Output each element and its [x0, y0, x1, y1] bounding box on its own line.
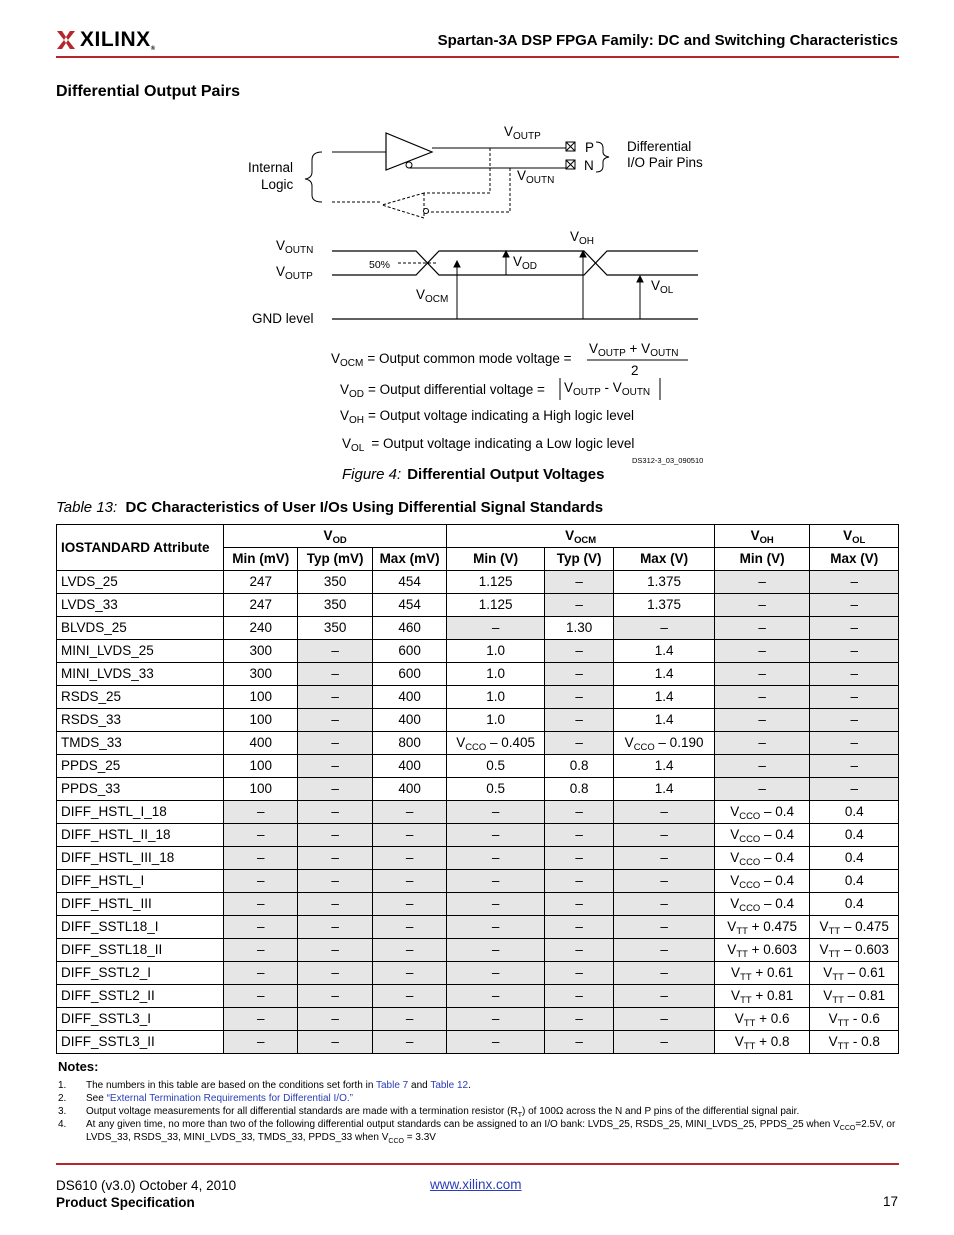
- value-cell: –: [372, 801, 446, 824]
- equation-vocm-numerator: $V_{OUTP} + V_{OUTN}$: [589, 341, 679, 359]
- value-cell: –: [298, 640, 372, 663]
- value-cell: –: [544, 732, 613, 755]
- label-voutp-top: $V_{OUTP}$: [504, 124, 541, 142]
- table-title: Table 13: DC Characteristics of User I/Os Using Differential Signal Standards: [56, 499, 604, 516]
- value-cell: 247: [223, 594, 297, 617]
- value-cell: 454: [372, 594, 446, 617]
- table-row: [57, 617, 899, 640]
- table-row: [57, 640, 899, 663]
- footer-rule: [56, 1163, 899, 1165]
- value-cell: –: [298, 663, 372, 686]
- value-cell: $V_{TT} + 0.61$: [714, 962, 810, 985]
- value-cell: –: [544, 893, 613, 916]
- iostandard-cell: RSDS_33: [57, 709, 224, 732]
- value-cell: –: [447, 824, 545, 847]
- xilinx-logo-icon: [56, 30, 76, 50]
- value-cell: 1.375: [614, 571, 715, 594]
- iostandard-cell: MINI_LVDS_33: [57, 663, 224, 686]
- value-cell: 0.8: [544, 755, 613, 778]
- table-row: [57, 916, 899, 939]
- header-rule: [56, 56, 899, 58]
- value-cell: 1.125: [447, 594, 545, 617]
- differential-output-figure: [0, 110, 954, 490]
- value-cell: –: [614, 801, 715, 824]
- right-brace: [596, 142, 609, 172]
- value-cell: –: [810, 663, 899, 686]
- value-cell: –: [447, 985, 545, 1008]
- value-cell: –: [298, 939, 372, 962]
- value-cell: 0.4: [810, 893, 899, 916]
- value-cell: 1.0: [447, 686, 545, 709]
- value-cell: –: [223, 824, 297, 847]
- value-cell: –: [372, 1031, 446, 1054]
- value-cell: –: [714, 640, 810, 663]
- table-row: [57, 801, 899, 824]
- value-cell: –: [223, 939, 297, 962]
- label-differential: Differential: [627, 139, 692, 154]
- label-p: P: [585, 140, 595, 155]
- iostandard-cell: LVDS_33: [57, 594, 224, 617]
- value-cell: –: [372, 962, 446, 985]
- equation-vol: $V_{OL}$ = Output voltage indicating a Low logic level: [342, 436, 635, 454]
- table-row: [57, 755, 899, 778]
- value-cell: –: [544, 939, 613, 962]
- value-cell: –: [298, 755, 372, 778]
- table-row: [57, 962, 899, 985]
- value-cell: $V_{TT} + 0.603$: [714, 939, 810, 962]
- value-cell: $V_{CCO} - 0.4$: [714, 847, 810, 870]
- value-cell: –: [298, 709, 372, 732]
- value-cell: $V_{TT} - 0.603$: [810, 939, 899, 962]
- wave-label-voutp: $V_{OUTP}$: [276, 264, 313, 282]
- value-cell: –: [372, 939, 446, 962]
- value-cell: 100: [223, 686, 297, 709]
- value-cell: –: [544, 594, 613, 617]
- page-number: 17: [882, 1194, 898, 1209]
- table-row: [57, 686, 899, 709]
- table-row: [57, 732, 899, 755]
- table-row: [57, 571, 899, 594]
- value-cell: –: [298, 801, 372, 824]
- value-cell: 1.4: [614, 640, 715, 663]
- value-cell: –: [447, 617, 545, 640]
- value-cell: –: [544, 801, 613, 824]
- footer-doc-info: [56, 1177, 236, 1211]
- notes-list: [58, 1079, 900, 1144]
- value-cell: –: [614, 847, 715, 870]
- value-cell: 1.125: [447, 571, 545, 594]
- value-cell: $V_{TT} - 0.6$: [810, 1008, 899, 1031]
- value-cell: –: [544, 1031, 613, 1054]
- value-cell: –: [614, 962, 715, 985]
- value-cell: 0.4: [810, 847, 899, 870]
- value-cell: 1.0: [447, 663, 545, 686]
- value-cell: 400: [372, 709, 446, 732]
- value-cell: 1.4: [614, 778, 715, 801]
- note-4: 4. At any given time, no more than two of the following differential output standards can be assigned to an I/O bank: LVDS_25, RSDS_25, MINI_LVDS_25, PPDS_25 when $V_{CCO}=2.5V$, or LVDS_33, RSDS_33, MINI_LVDS_33, TMDS_33, PPDS_33 when $V_{CCO} = 3.3V$: [58, 1119, 896, 1145]
- value-cell: 350: [298, 571, 372, 594]
- link-table-12[interactable]: Table 12: [430, 1080, 469, 1091]
- value-cell: –: [810, 732, 899, 755]
- col-subheader: Min (mV): [223, 548, 297, 571]
- value-cell: –: [544, 1008, 613, 1031]
- value-cell: –: [544, 686, 613, 709]
- link-table-7[interactable]: Table 7: [376, 1080, 409, 1091]
- value-cell: $V_{TT} - 0.81$: [810, 985, 899, 1008]
- value-cell: –: [614, 939, 715, 962]
- value-cell: –: [447, 1008, 545, 1031]
- table-row: [57, 709, 899, 732]
- value-cell: 1.4: [614, 709, 715, 732]
- value-cell: 0.4: [810, 824, 899, 847]
- iostandard-cell: DIFF_SSTL3_I: [57, 1008, 224, 1031]
- label-voh: $V_{OH}$: [570, 229, 595, 247]
- value-cell: –: [372, 985, 446, 1008]
- iostandard-cell: DIFF_SSTL18_I: [57, 916, 224, 939]
- value-cell: 454: [372, 571, 446, 594]
- value-cell: –: [714, 571, 810, 594]
- value-cell: –: [223, 916, 297, 939]
- value-cell: –: [544, 916, 613, 939]
- value-cell: 300: [223, 663, 297, 686]
- value-cell: –: [223, 962, 297, 985]
- value-cell: –: [614, 870, 715, 893]
- value-cell: 100: [223, 755, 297, 778]
- value-cell: $V_{TT} + 0.81$: [714, 985, 810, 1008]
- value-cell: –: [714, 778, 810, 801]
- value-cell: 0.5: [447, 755, 545, 778]
- value-cell: $V_{TT} - 0.8$: [810, 1031, 899, 1054]
- logo-text: XILINX®: [80, 28, 156, 52]
- col-subheader: Max (V): [810, 548, 899, 571]
- value-cell: –: [614, 824, 715, 847]
- value-cell: –: [544, 571, 613, 594]
- value-cell: –: [614, 617, 715, 640]
- value-cell: 460: [372, 617, 446, 640]
- label-io-pair-pins: I/O Pair Pins: [627, 155, 703, 170]
- iostandard-cell: PPDS_33: [57, 778, 224, 801]
- col-subheader: Min (V): [714, 548, 810, 571]
- value-cell: 240: [223, 617, 297, 640]
- value-cell: $V_{TT} + 0.6$: [714, 1008, 810, 1031]
- value-cell: 1.375: [614, 594, 715, 617]
- equation-vod: $V_{OD}$ = Output differential voltage =: [340, 382, 545, 400]
- value-cell: 1.4: [614, 755, 715, 778]
- value-cell: –: [447, 1031, 545, 1054]
- value-cell: 0.8: [544, 778, 613, 801]
- value-cell: –: [714, 617, 810, 640]
- value-cell: 400: [372, 755, 446, 778]
- value-cell: –: [614, 916, 715, 939]
- value-cell: 1.0: [447, 640, 545, 663]
- equation-vocm-denominator: 2: [631, 363, 639, 378]
- dc-characteristics-table: [56, 524, 899, 1054]
- value-cell: –: [447, 870, 545, 893]
- value-cell: –: [714, 709, 810, 732]
- value-cell: 1.0: [447, 709, 545, 732]
- value-cell: 350: [298, 617, 372, 640]
- xilinx-logo: [56, 28, 156, 52]
- value-cell: –: [544, 663, 613, 686]
- label-internal: Internal: [248, 160, 294, 175]
- iostandard-cell: TMDS_33: [57, 732, 224, 755]
- value-cell: –: [714, 663, 810, 686]
- col-subheader: Min (V): [447, 548, 545, 571]
- table-row: [57, 939, 899, 962]
- equation-vod-abs: $V_{OUTP} - V_{OUTN}$: [564, 380, 651, 398]
- value-cell: –: [298, 732, 372, 755]
- label-vol: $V_{OL}$: [651, 278, 674, 296]
- value-cell: –: [372, 847, 446, 870]
- note-1: 1. The numbers in this table are based on the conditions set forth in Table 7 and Table 12.: [58, 1080, 471, 1091]
- footer-url-link[interactable]: www.xilinx.com: [430, 1177, 522, 1192]
- figure-id-code: DS312-3_03_090510: [632, 456, 704, 465]
- value-cell: –: [298, 962, 372, 985]
- value-cell: 1.30: [544, 617, 613, 640]
- value-cell: $V_{CCO} - 0.190$: [614, 732, 715, 755]
- value-cell: $V_{CCO} - 0.4$: [714, 824, 810, 847]
- col-subheader: Typ (V): [544, 548, 613, 571]
- value-cell: –: [447, 962, 545, 985]
- value-cell: 0.5: [447, 778, 545, 801]
- footer-doc-id: DS610 (v3.0) October 4, 2010: [56, 1178, 237, 1193]
- value-cell: 100: [223, 778, 297, 801]
- value-cell: $V_{CCO} - 0.405$: [447, 732, 545, 755]
- value-cell: –: [544, 985, 613, 1008]
- col-subheader: Max (V): [614, 548, 715, 571]
- iostandard-cell: DIFF_HSTL_I_18: [57, 801, 224, 824]
- wave-label-voutn: $V_{OUTN}$: [276, 238, 314, 256]
- iostandard-cell: DIFF_SSTL3_II: [57, 1031, 224, 1054]
- equation-vocm: $V_{OCM}$ = Output common mode voltage =: [331, 351, 572, 369]
- value-cell: –: [810, 686, 899, 709]
- value-cell: 247: [223, 571, 297, 594]
- value-cell: $V_{CCO} - 0.4$: [714, 870, 810, 893]
- value-cell: –: [298, 1031, 372, 1054]
- iostandard-cell: DIFF_HSTL_I: [57, 870, 224, 893]
- value-cell: –: [372, 893, 446, 916]
- value-cell: –: [298, 778, 372, 801]
- value-cell: –: [372, 870, 446, 893]
- value-cell: –: [614, 1008, 715, 1031]
- iostandard-cell: MINI_LVDS_25: [57, 640, 224, 663]
- value-cell: –: [298, 870, 372, 893]
- iostandard-cell: DIFF_SSTL2_II: [57, 985, 224, 1008]
- value-cell: 1.4: [614, 663, 715, 686]
- value-cell: –: [544, 870, 613, 893]
- table-row: [57, 893, 899, 916]
- value-cell: –: [223, 847, 297, 870]
- iostandard-cell: DIFF_HSTL_III: [57, 893, 224, 916]
- value-cell: 600: [372, 663, 446, 686]
- col-header-iostandard: IOSTANDARD Attribute: [57, 525, 224, 571]
- value-cell: –: [544, 847, 613, 870]
- value-cell: –: [714, 732, 810, 755]
- value-cell: –: [372, 1008, 446, 1031]
- table-row: [57, 870, 899, 893]
- value-cell: $V_{CCO} - 0.4$: [714, 801, 810, 824]
- value-cell: 0.4: [810, 870, 899, 893]
- figure-caption: Figure 4: Differential Output Voltages: [342, 466, 605, 483]
- value-cell: –: [810, 594, 899, 617]
- value-cell: –: [714, 686, 810, 709]
- col-subheader: Typ (mV): [298, 548, 372, 571]
- value-cell: –: [447, 801, 545, 824]
- value-cell: –: [447, 893, 545, 916]
- value-cell: $V_{TT} - 0.475$: [810, 916, 899, 939]
- value-cell: –: [714, 594, 810, 617]
- table-row: [57, 824, 899, 847]
- table-row: [57, 594, 899, 617]
- table-row: [57, 985, 899, 1008]
- value-cell: 0.4: [810, 801, 899, 824]
- value-cell: 800: [372, 732, 446, 755]
- table-row: [57, 1031, 899, 1054]
- iostandard-cell: RSDS_25: [57, 686, 224, 709]
- input-buffer: [382, 193, 424, 218]
- footer-doc-type: Product Specification: [56, 1195, 195, 1210]
- col-subheader: Max (mV): [372, 548, 446, 571]
- value-cell: –: [223, 893, 297, 916]
- value-cell: –: [614, 985, 715, 1008]
- section-title: Differential Output Pairs: [56, 83, 241, 100]
- value-cell: –: [223, 1031, 297, 1054]
- value-cell: –: [544, 824, 613, 847]
- equation-voh: $V_{OH}$ = Output voltage indicating a High logic level: [340, 408, 635, 426]
- value-cell: $V_{TT} - 0.61$: [810, 962, 899, 985]
- value-cell: –: [810, 709, 899, 732]
- iostandard-cell: DIFF_SSTL2_I: [57, 962, 224, 985]
- value-cell: 1.4: [614, 686, 715, 709]
- value-cell: –: [810, 617, 899, 640]
- value-cell: –: [298, 985, 372, 1008]
- col-header-vocm: $V_{OCM}$: [447, 525, 715, 548]
- label-gnd-level: GND level: [252, 311, 314, 326]
- iostandard-cell: DIFF_HSTL_II_18: [57, 824, 224, 847]
- value-cell: –: [223, 870, 297, 893]
- value-cell: 400: [372, 778, 446, 801]
- value-cell: –: [544, 640, 613, 663]
- value-cell: –: [223, 985, 297, 1008]
- value-cell: $V_{TT} + 0.8$: [714, 1031, 810, 1054]
- value-cell: –: [223, 1008, 297, 1031]
- table-row: [57, 1008, 899, 1031]
- value-cell: –: [447, 847, 545, 870]
- note-2: 2. See “External Termination Requirements for Differential I/O.”: [58, 1093, 353, 1104]
- table-row: [57, 663, 899, 686]
- label-voutn-top: $V_{OUTN}$: [517, 168, 555, 186]
- value-cell: –: [614, 1031, 715, 1054]
- value-cell: 400: [372, 686, 446, 709]
- pin-n-box: [566, 160, 575, 169]
- value-cell: 600: [372, 640, 446, 663]
- iostandard-cell: BLVDS_25: [57, 617, 224, 640]
- value-cell: 300: [223, 640, 297, 663]
- inverter-bubble: [406, 162, 412, 168]
- left-brace: [305, 152, 322, 202]
- value-cell: –: [298, 847, 372, 870]
- value-cell: –: [714, 755, 810, 778]
- value-cell: –: [372, 824, 446, 847]
- value-cell: –: [447, 939, 545, 962]
- value-cell: $V_{TT} + 0.475$: [714, 916, 810, 939]
- value-cell: –: [298, 824, 372, 847]
- value-cell: 350: [298, 594, 372, 617]
- iostandard-cell: DIFF_SSTL18_II: [57, 939, 224, 962]
- value-cell: 100: [223, 709, 297, 732]
- value-cell: $V_{CCO} - 0.4$: [714, 893, 810, 916]
- label-vod: $V_{OD}$: [513, 254, 538, 272]
- iostandard-cell: DIFF_HSTL_III_18: [57, 847, 224, 870]
- label-vocm: $V_{OCM}$: [416, 287, 449, 305]
- col-header-vol: $V_{OL}$: [810, 525, 899, 548]
- value-cell: –: [614, 893, 715, 916]
- value-cell: 400: [223, 732, 297, 755]
- table-row: [57, 778, 899, 801]
- label-n: N: [584, 158, 594, 173]
- iostandard-cell: PPDS_25: [57, 755, 224, 778]
- value-cell: –: [447, 916, 545, 939]
- col-header-voh: $V_{OH}$: [714, 525, 810, 548]
- iostandard-cell: LVDS_25: [57, 571, 224, 594]
- link-external-termination[interactable]: “External Termination Requirements for Differential I/O.”: [106, 1093, 353, 1104]
- document-header-title: Spartan-3A DSP FPGA Family: DC and Switching Characteristics: [437, 32, 898, 49]
- label-logic: Logic: [261, 177, 294, 192]
- value-cell: –: [544, 709, 613, 732]
- value-cell: –: [810, 571, 899, 594]
- value-cell: –: [544, 962, 613, 985]
- notes-heading: Notes:: [58, 1059, 99, 1074]
- value-cell: –: [298, 916, 372, 939]
- value-cell: –: [223, 801, 297, 824]
- value-cell: –: [810, 640, 899, 663]
- value-cell: –: [810, 778, 899, 801]
- label-50pct: 50%: [369, 259, 391, 271]
- note-3: 3. Output voltage measurements for all differential standards are made with a termination resistor $(R_T)$ of 100Ω across the N and P pins of the differential signal pair.: [58, 1106, 800, 1119]
- value-cell: –: [298, 893, 372, 916]
- col-header-vod: $V_{OD}$: [223, 525, 446, 548]
- table-row: [57, 847, 899, 870]
- value-cell: –: [298, 1008, 372, 1031]
- value-cell: –: [298, 686, 372, 709]
- value-cell: –: [372, 916, 446, 939]
- value-cell: –: [810, 755, 899, 778]
- pin-p-box: [566, 142, 575, 151]
